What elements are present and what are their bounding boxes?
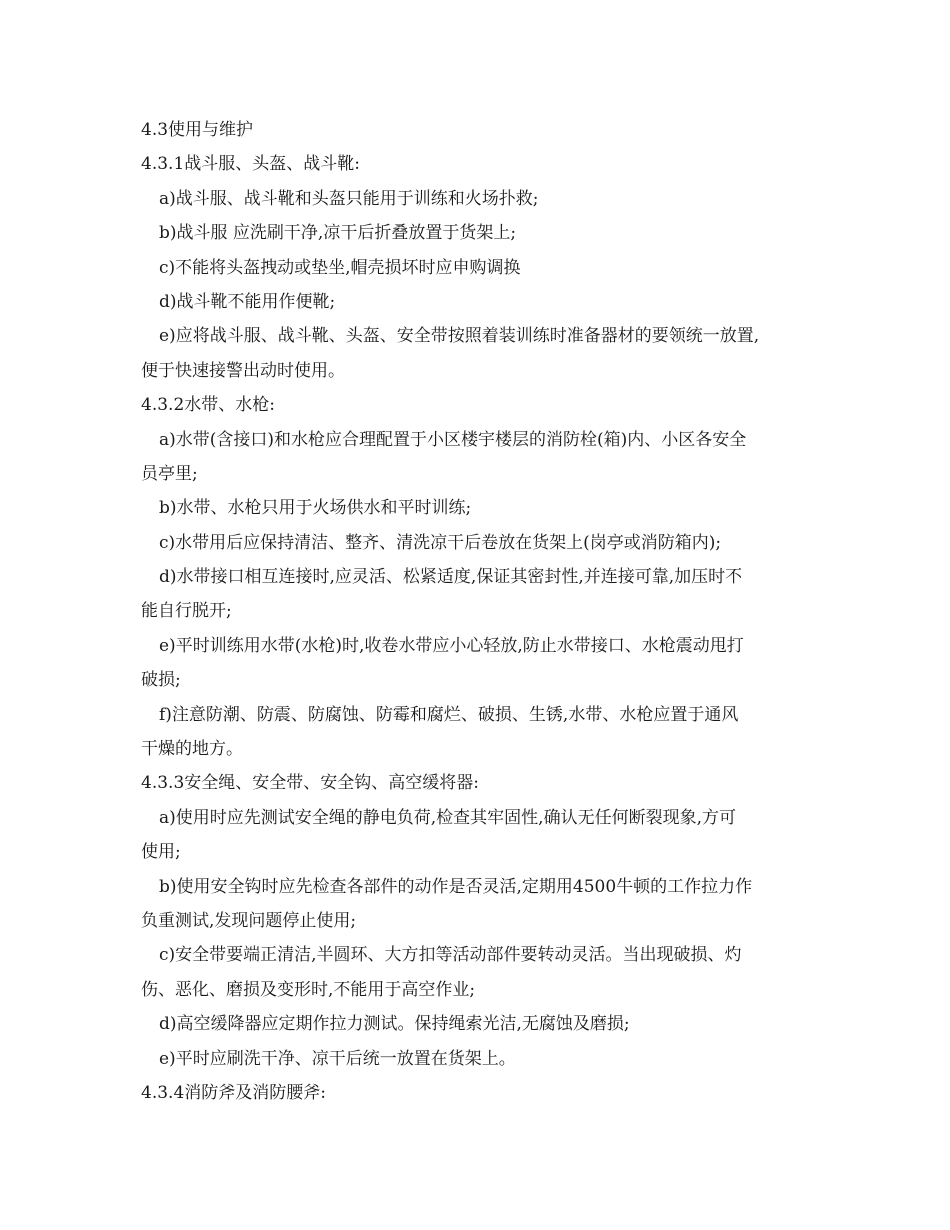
list-item-continuation: 负重测试,发现问题停止使用; <box>141 910 357 931</box>
list-item-continuation: 能自行脱开; <box>141 601 232 622</box>
list-item: e)平时训练用水带(水枪)时,收卷水带应小心轻放,防止水带接口、水枪震动甩打 <box>159 635 744 656</box>
list-item: f)注意防潮、防震、防腐蚀、防霉和腐烂、破损、生锈,水带、水枪应置于通风 <box>159 704 739 725</box>
list-item: c)安全带要端正清洁,半圆环、大方扣等活动部件要转动灵活。当出现破损、灼 <box>159 945 742 966</box>
list-item-continuation: 伤、恶化、磨损及变形时,不能用于高空作业; <box>141 979 476 1000</box>
subsection-heading: 4.3.1战斗服、头盔、战斗靴: <box>141 154 360 175</box>
list-item: d)高空缓降器应定期作拉力测试。保持绳索光洁,无腐蚀及磨损; <box>159 1014 630 1035</box>
list-item: e)应将战斗服、战斗靴、头盔、安全带按照着装训练时准备器材的要领统一放置, <box>159 326 760 347</box>
list-item: a)水带(含接口)和水枪应合理配置于小区楼宇楼层的消防栓(箱)内、小区各安全 <box>159 429 747 450</box>
list-item: b)使用安全钩时应先检查各部件的动作是否灵活,定期用4500牛顿的工作拉力作 <box>159 876 753 897</box>
list-item: c)不能将头盔拽动或垫坐,帽壳损坏时应申购调换 <box>159 257 521 278</box>
list-item-continuation: 便于快速接警出动时使用。 <box>141 360 345 381</box>
list-item: c)水带用后应保持清洁、整齐、清洗凉干后卷放在货架上(岗亭或消防箱内); <box>159 532 722 553</box>
list-item: b)水带、水枪只用于火场供水和平时训练; <box>159 498 472 519</box>
list-item: a)战斗服、战斗靴和头盔只能用于训练和火场扑救; <box>159 188 539 209</box>
document-body <box>141 113 831 1110</box>
section-heading: 4.3使用与维护 <box>141 120 254 140</box>
subsection-heading: 4.3.2水带、水枪: <box>141 395 275 416</box>
list-item-continuation: 使用; <box>141 842 181 863</box>
list-item: d)战斗靴不能用作便靴; <box>159 291 336 312</box>
list-item-continuation: 干燥的地方。 <box>141 739 243 760</box>
list-item: a)使用时应先测试安全绳的静电负荷,检查其牢固性,确认无任何断裂现象,方可 <box>159 807 736 828</box>
subsection-heading: 4.3.4消防斧及消防腰斧: <box>141 1082 326 1103</box>
list-item-continuation: 员亭里; <box>141 463 198 484</box>
list-item-continuation: 破损; <box>141 670 181 691</box>
list-item: d)水带接口相互连接时,应灵活、松紧适度,保证其密封性,并连接可靠,加压时不 <box>159 567 743 588</box>
subsection-heading: 4.3.3安全绳、安全带、安全钩、高空缓将器: <box>141 773 479 794</box>
list-item: e)平时应刷洗干净、凉干后统一放置在货架上。 <box>159 1048 516 1069</box>
list-item: b)战斗服 应洗刷干净,凉干后折叠放置于货架上; <box>159 223 517 244</box>
